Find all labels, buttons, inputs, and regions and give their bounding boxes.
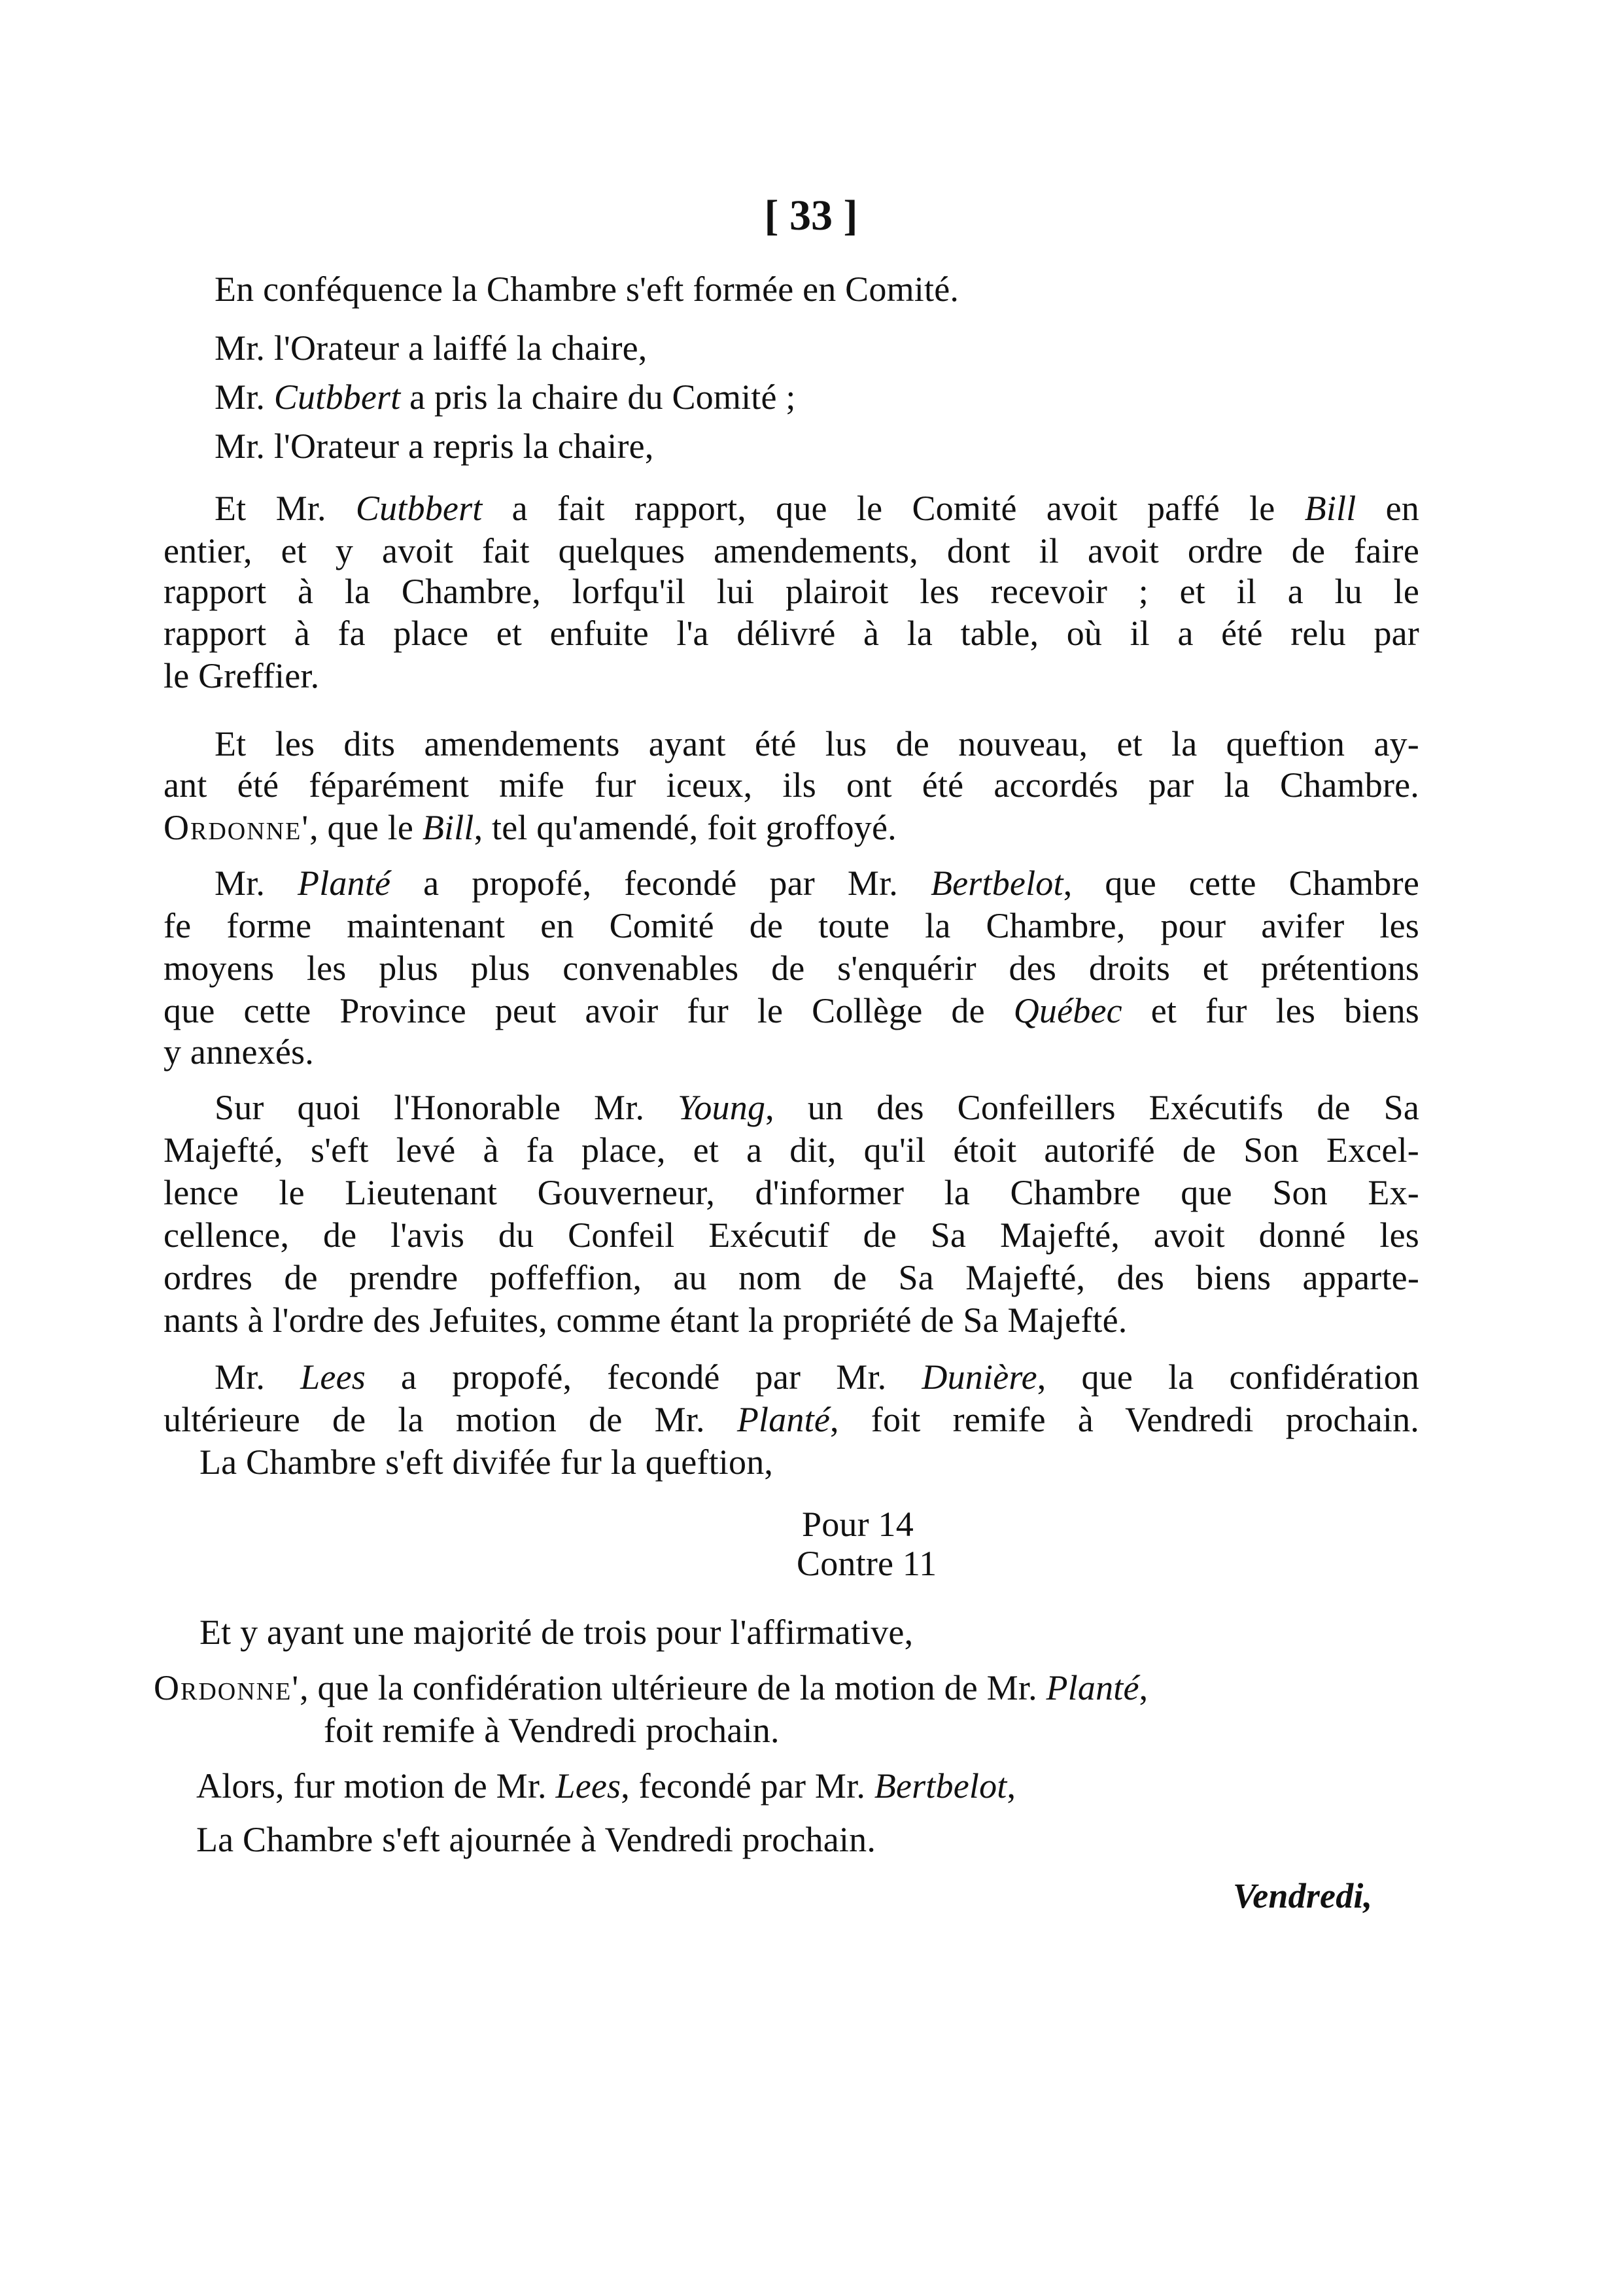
paragraph-amendments-line-1: Et les dits amendements ayant été lus de nouveau, et la queftion ay- <box>215 724 1419 763</box>
text-span: , que cette Chambre <box>1063 864 1419 903</box>
text-span: a propofé, fecondé par Mr. <box>365 1357 922 1397</box>
text-span: Mr. <box>215 864 298 903</box>
paragraph-plante-motion-line-2: fe forme maintenant en Comité de toute la Chambre, pour avifer les <box>164 906 1419 945</box>
text-span: , un des Confeillers Exécutifs de Sa <box>765 1088 1420 1127</box>
paragraph-plante-motion-line-1 <box>215 864 1419 903</box>
text-span: , que la confidération <box>1037 1357 1419 1397</box>
text-span: , <box>1139 1668 1149 1707</box>
name-bertbelot: Bertbelot <box>874 1766 1007 1806</box>
name-bertbelot: Bertbelot <box>930 864 1063 903</box>
paragraph-adjourned: La Chambre s'eft ajournée à Vendredi prochain. <box>196 1820 876 1859</box>
text-span: ultérieure de la motion de Mr. <box>164 1400 737 1439</box>
paragraph-ordonne-line-1 <box>154 1668 1148 1707</box>
paragraph-adjourn-motion <box>196 1766 1016 1806</box>
paragraph-speaker-resumed-chair: Mr. l'Orateur a repris la chaire, <box>215 427 654 466</box>
paragraph-report-line-1 <box>215 489 1419 528</box>
page-number: [ 33 ] <box>764 192 858 239</box>
text-span: et fur les biens <box>1122 991 1419 1030</box>
paragraph-young-line-1 <box>215 1088 1419 1127</box>
text-span: , <box>1007 1766 1016 1806</box>
text-span: en <box>1356 489 1420 528</box>
paragraph-report-line-5: le Greffier. <box>164 656 320 695</box>
text-span: , que la confidération ultérieure de la motion de Mr. <box>300 1668 1046 1707</box>
vote-pour: Pour 14 <box>802 1505 914 1544</box>
name-young: Young <box>678 1088 766 1127</box>
paragraph-ordonne-line-2: foit remife à Vendredi prochain. <box>324 1711 780 1750</box>
paragraph-young-line-6: nants à l'ordre des Jefuites, comme étant la propriété de Sa Majefté. <box>164 1301 1128 1340</box>
text-span: , tel qu'amendé, foit groffoyé. <box>474 808 897 847</box>
text-span: Alors, fur motion de Mr. <box>196 1766 556 1806</box>
word-bill: Bill <box>1304 489 1356 528</box>
name-plante: Planté <box>1046 1668 1139 1707</box>
text-span: a pris la chaire du Comité ; <box>400 377 796 417</box>
text-span: Sur quoi l'Honorable Mr. <box>215 1088 678 1127</box>
text-span: a fait rapport, que le Comité avoit paffé le <box>482 489 1305 528</box>
paragraph-young-line-5: ordres de prendre poffeffion, au nom de Sa Majefté, des biens apparte- <box>164 1258 1419 1297</box>
catchword: Vendredi, <box>1233 1876 1373 1915</box>
paragraph-plante-motion-line-4 <box>164 991 1419 1030</box>
paragraph-plante-motion-line-5: y annexés. <box>164 1032 314 1072</box>
text-span: Et Mr. <box>215 489 356 528</box>
text-span: Mr. <box>215 377 274 417</box>
word-ordonne: Ordonne' <box>164 808 310 847</box>
text-span: , que le <box>309 808 423 847</box>
word-bill: Bill <box>422 808 474 847</box>
text-span: que cette Province peut avoir fur le Collège de <box>164 991 1014 1030</box>
text-span: Mr. <box>215 1357 301 1397</box>
vote-contre: Contre 11 <box>797 1544 937 1583</box>
text-span: , foit remife à Vendredi prochain. <box>830 1400 1419 1439</box>
name-lees: Lees <box>555 1766 621 1806</box>
name-plante: Planté <box>298 864 391 903</box>
paragraph-young-line-4: cellence, de l'avis du Confeil Exécutif de Sa Majefté, avoit donné les <box>164 1215 1419 1255</box>
paragraph-committee-formed: En conféquence la Chambre s'eft formée en Comité. <box>215 270 959 309</box>
paragraph-amendments-line-2: ant été féparément mife fur iceux, ils ont été accordés par la Chambre. <box>164 765 1419 805</box>
paragraph-cutbbert-chair <box>215 377 796 417</box>
name-cutbbert: Cutbbert <box>355 489 483 528</box>
paragraph-division: La Chambre s'eft divifée fur la queftion, <box>199 1442 774 1482</box>
word-ordonne: Ordonne' <box>154 1668 300 1707</box>
paragraph-speaker-left-chair: Mr. l'Orateur a laiffé la chaire, <box>215 328 648 368</box>
text-span: , fecondé par Mr. <box>621 1766 874 1806</box>
word-quebec: Québec <box>1013 991 1122 1030</box>
name-cutbbert: Cutbbert <box>273 377 401 417</box>
paragraph-lees-motion-line-1 <box>215 1357 1419 1397</box>
paragraph-lees-motion-line-2 <box>164 1400 1419 1439</box>
paragraph-amendments-line-3 <box>164 808 897 847</box>
name-plante: Planté <box>736 1400 831 1439</box>
paragraph-young-line-3: lence le Lieutenant Gouverneur, d'informer la Chambre que Son Ex- <box>164 1173 1419 1212</box>
name-lees: Lees <box>300 1357 366 1397</box>
text-span: a propofé, fecondé par Mr. <box>390 864 931 903</box>
paragraph-young-line-2: Majefté, s'eft levé à fa place, et a dit, qu'il étoit autorifé de Son Excel- <box>164 1130 1419 1170</box>
name-duniere: Dunière <box>922 1357 1037 1397</box>
paragraph-report-line-2: entier, et y avoit fait quelques amendements, dont il avoit ordre de faire <box>164 531 1419 570</box>
paragraph-report-line-4: rapport à fa place et enfuite l'a délivré à la table, où il a été relu par <box>164 614 1419 653</box>
paragraph-plante-motion-line-3: moyens les plus plus convenables de s'enquérir des droits et prétentions <box>164 949 1419 988</box>
paragraph-majority: Et y ayant une majorité de trois pour l'affirmative, <box>199 1613 914 1652</box>
paragraph-report-line-3: rapport à la Chambre, lorfqu'il lui plairoit les recevoir ; et il a lu le <box>164 572 1419 611</box>
